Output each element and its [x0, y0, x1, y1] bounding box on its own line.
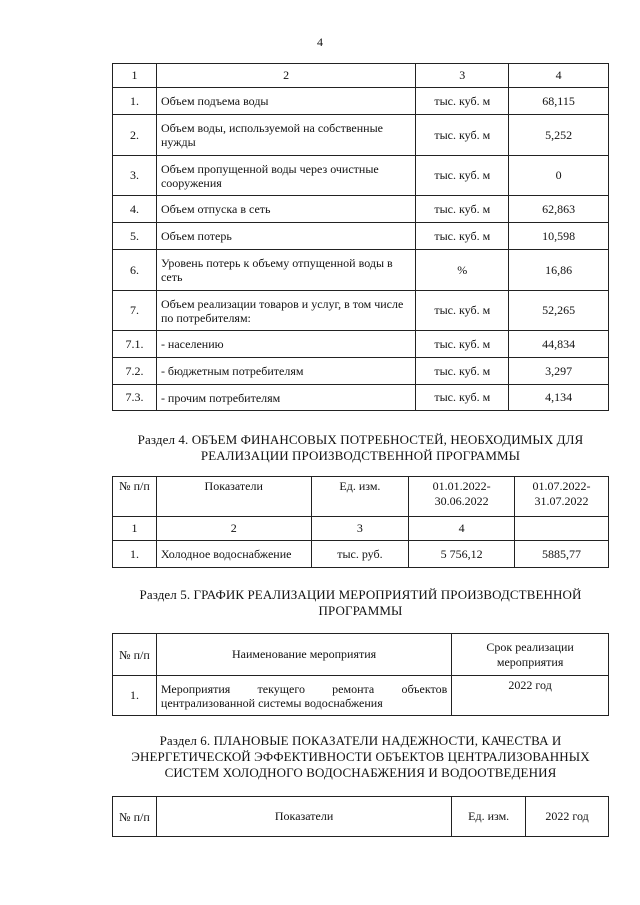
row-value-period-1: 5 756,12 [409, 541, 515, 568]
header-number: № п/п [113, 477, 157, 517]
row-value: 3,297 [509, 358, 609, 385]
header-year: 2022 год [526, 797, 609, 837]
table-row [113, 88, 609, 115]
row-unit: тыс. куб. м [416, 223, 509, 250]
table-row [113, 541, 609, 568]
row-number: 7. [113, 291, 157, 331]
row-number: 1. [113, 541, 157, 568]
row-unit: тыс. куб. м [416, 115, 509, 156]
header-number: № п/п [113, 797, 157, 837]
row-unit: тыс. куб. м [416, 331, 509, 358]
table-header-row [113, 64, 609, 88]
table-header-row [113, 797, 609, 837]
table-header-row [113, 477, 609, 517]
row-unit: тыс. куб. м [416, 358, 509, 385]
row-value: 16,86 [509, 250, 609, 291]
subheader-cell-empty [515, 517, 609, 541]
row-unit: тыс. куб. м [416, 291, 509, 331]
reliability-indicators-table [112, 796, 609, 837]
table-row [113, 385, 609, 411]
row-number: 7.2. [113, 358, 157, 385]
row-value: 4,134 [509, 385, 609, 411]
table-row [113, 291, 609, 331]
subheader-cell: 4 [409, 517, 515, 541]
row-name: - прочим потребителям [156, 385, 415, 411]
row-activity: Мероприятия текущего ремонта объектов централизованной системы водоснабжения [156, 676, 451, 716]
page-number: 4 [317, 35, 323, 49]
row-number: 7.3. [113, 385, 157, 411]
section-5-title [112, 587, 609, 619]
row-value: 44,834 [509, 331, 609, 358]
section-6-title-line: СИСТЕМ ХОЛОДНОГО ВОДОСНАБЖЕНИЯ И ВОДООТВЕДЕНИЯ [164, 765, 557, 780]
row-name: - населению [156, 331, 415, 358]
table-row [113, 223, 609, 250]
row-value: 0 [509, 156, 609, 196]
row-unit: тыс. куб. м [416, 156, 509, 196]
row-term: 2022 год [452, 676, 609, 716]
financial-needs-table [112, 476, 609, 568]
row-name: Объем воды, используемой на собственные нужды [156, 115, 415, 156]
section-6-title [112, 733, 609, 781]
row-unit: % [416, 250, 509, 291]
header-term: Срок реализации мероприятия [452, 634, 609, 676]
table-row [113, 358, 609, 385]
row-number: 6. [113, 250, 157, 291]
row-value: 68,115 [509, 88, 609, 115]
header-number: № п/п [113, 634, 157, 676]
section-4-title-line: Раздел 4. ОБЪЕМ ФИНАНСОВЫХ ПОТРЕБНОСТЕЙ, НЕОБХОДИМЫХ ДЛЯ [137, 432, 584, 447]
row-number: 3. [113, 156, 157, 196]
table-row [113, 115, 609, 156]
row-name: Объем реализации товаров и услуг, в том числе по потребителям: [156, 291, 415, 331]
row-name: Объем потерь [156, 223, 415, 250]
row-value: 52,265 [509, 291, 609, 331]
row-number: 5. [113, 223, 157, 250]
row-number: 7.1. [113, 331, 157, 358]
row-number: 2. [113, 115, 157, 156]
row-name: Холодное водоснабжение [156, 541, 311, 568]
header-unit: Ед. изм. [311, 477, 409, 517]
table-row [113, 250, 609, 291]
table-row [113, 331, 609, 358]
header-cell: 4 [509, 64, 609, 88]
subheader-cell: 3 [311, 517, 409, 541]
section-6-title-line: ЭНЕРГЕТИЧЕСКОЙ ЭФФЕКТИВНОСТИ ОБЪЕКТОВ ЦЕНТРАЛИЗОВАННЫХ [131, 749, 590, 764]
subheader-cell: 1 [113, 517, 157, 541]
row-value: 5,252 [509, 115, 609, 156]
row-number: 4. [113, 196, 157, 223]
table-subheader-row [113, 517, 609, 541]
section-5-title-line: ПРОГРАММЫ [318, 603, 403, 618]
row-value: 10,598 [509, 223, 609, 250]
row-number: 1. [113, 676, 157, 716]
row-name: Уровень потерь к объему отпущенной воды в сеть [156, 250, 415, 291]
row-unit: тыс. куб. м [416, 196, 509, 223]
row-unit: тыс. руб. [311, 541, 409, 568]
table-row [113, 196, 609, 223]
section-6-title-line: Раздел 6. ПЛАНОВЫЕ ПОКАЗАТЕЛИ НАДЕЖНОСТИ, КАЧЕСТВА И [159, 733, 562, 748]
header-indicators: Показатели [156, 477, 311, 517]
table-row [113, 676, 609, 716]
row-unit: тыс. куб. м [416, 385, 509, 411]
row-value: 62,863 [509, 196, 609, 223]
header-indicators: Показатели [156, 797, 451, 837]
section-4-title-line: РЕАЛИЗАЦИИ ПРОИЗВОДСТВЕННОЙ ПРОГРАММЫ [200, 448, 521, 463]
header-period-1: 01.01.2022-30.06.2022 [409, 477, 515, 517]
header-cell: 3 [416, 64, 509, 88]
section-4-title [112, 432, 609, 464]
row-name: - бюджетным потребителям [156, 358, 415, 385]
row-number: 1. [113, 88, 157, 115]
row-name: Объем отпуска в сеть [156, 196, 415, 223]
production-volume-table [112, 63, 609, 411]
subheader-cell: 2 [156, 517, 311, 541]
header-activity: Наименование мероприятия [156, 634, 451, 676]
header-cell: 1 [113, 64, 157, 88]
header-unit: Ед. изм. [452, 797, 526, 837]
schedule-table [112, 633, 609, 716]
row-value-period-2: 5885,77 [515, 541, 609, 568]
row-name: Объем подъема воды [156, 88, 415, 115]
table-header-row [113, 634, 609, 676]
row-name: Объем пропущенной воды через очистные сооружения [156, 156, 415, 196]
row-unit: тыс. куб. м [416, 88, 509, 115]
section-5-title-line: Раздел 5. ГРАФИК РЕАЛИЗАЦИИ МЕРОПРИЯТИЙ ПРОИЗВОДСТВЕННОЙ [139, 587, 582, 602]
header-period-2: 01.07.2022-31.07.2022 [515, 477, 609, 517]
header-cell: 2 [156, 64, 415, 88]
table-row [113, 156, 609, 196]
